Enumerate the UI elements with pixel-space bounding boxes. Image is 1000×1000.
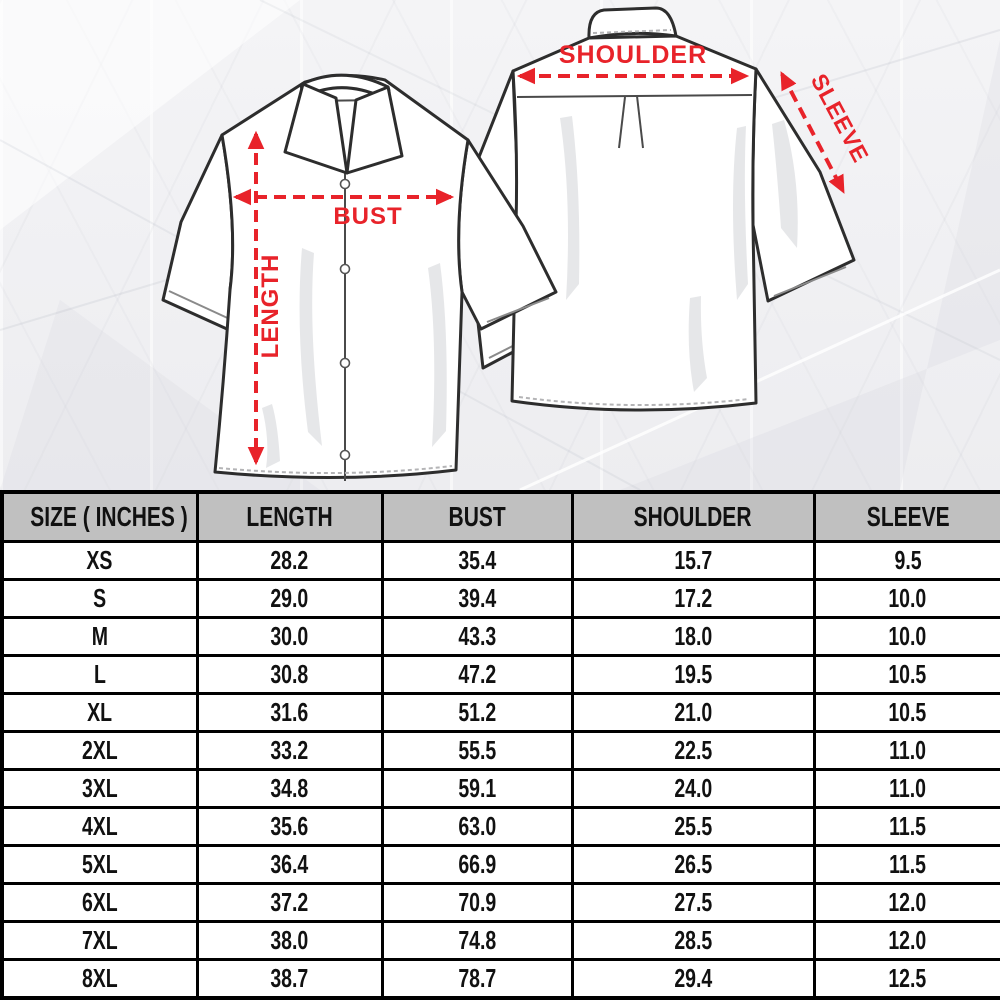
- size-cell: 4XL: [2, 807, 197, 845]
- sleeve-cell: 10.5: [814, 693, 1000, 731]
- size-cell: 2XL: [2, 731, 197, 769]
- size-cell: 3XL: [2, 769, 197, 807]
- size-cell: XL: [2, 693, 197, 731]
- sleeve-cell: 11.5: [814, 845, 1000, 883]
- sleeve-cell: 10.0: [814, 579, 1000, 617]
- length-cell: 28.2: [197, 542, 382, 580]
- length-cell: 33.2: [197, 731, 382, 769]
- length-cell: 36.4: [197, 845, 382, 883]
- shoulder-label: SHOULDER: [558, 41, 708, 69]
- shoulder-cell: 15.7: [572, 542, 814, 580]
- length-cell: 31.6: [197, 693, 382, 731]
- size-cell: L: [2, 655, 197, 693]
- size-cell: 7XL: [2, 921, 197, 959]
- shoulder-cell: 19.5: [572, 655, 814, 693]
- bust-cell: 74.8: [382, 921, 572, 959]
- bust-cell: 47.2: [382, 655, 572, 693]
- shirt-diagram-canvas: [0, 0, 1000, 490]
- sleeve-cell: 11.5: [814, 807, 1000, 845]
- table-row-l: [2, 655, 1000, 693]
- bust-cell: 51.2: [382, 693, 572, 731]
- size-cell: XS: [2, 542, 197, 580]
- length-cell: 35.6: [197, 807, 382, 845]
- shoulder-cell: 28.5: [572, 921, 814, 959]
- table-row-s: [2, 579, 1000, 617]
- size-cell: 5XL: [2, 845, 197, 883]
- shoulder-cell: 17.2: [572, 579, 814, 617]
- length-cell: 30.8: [197, 655, 382, 693]
- header-size: SIZE ( INCHES ): [2, 492, 197, 542]
- bust-cell: 63.0: [382, 807, 572, 845]
- sleeve-cell: 12.0: [814, 883, 1000, 921]
- table-row-3xl: [2, 769, 1000, 807]
- bust-label: BUST: [333, 203, 403, 230]
- button: [341, 451, 350, 460]
- size-cell: 8XL: [2, 959, 197, 998]
- shoulder-cell: 22.5: [572, 731, 814, 769]
- length-cell: 34.8: [197, 769, 382, 807]
- length-label: LENGTH: [257, 253, 284, 359]
- button: [341, 359, 350, 368]
- bust-cell: 78.7: [382, 959, 572, 998]
- sleeve-label: SLEEVE: [805, 69, 875, 168]
- measurement-diagram: [0, 0, 1000, 490]
- button: [341, 180, 350, 189]
- length-cell: 30.0: [197, 617, 382, 655]
- header-shoulder: SHOULDER: [572, 492, 814, 542]
- bust-cell: 43.3: [382, 617, 572, 655]
- length-cell: 37.2: [197, 883, 382, 921]
- bust-cell: 59.1: [382, 769, 572, 807]
- length-cell: 29.0: [197, 579, 382, 617]
- bust-cell: 70.9: [382, 883, 572, 921]
- size-chart-table: [0, 490, 1000, 1000]
- sleeve-cell: 11.0: [814, 731, 1000, 769]
- header-length: LENGTH: [197, 492, 382, 542]
- size-cell: 6XL: [2, 883, 197, 921]
- sleeve-cell: 9.5: [814, 542, 1000, 580]
- bust-cell: 35.4: [382, 542, 572, 580]
- length-cell: 38.7: [197, 959, 382, 998]
- table-row-7xl: [2, 921, 1000, 959]
- table-header-row: [2, 492, 1000, 542]
- table-row-2xl: [2, 731, 1000, 769]
- length-cell: 38.0: [197, 921, 382, 959]
- shoulder-cell: 18.0: [572, 617, 814, 655]
- shoulder-cell: 24.0: [572, 769, 814, 807]
- shoulder-cell: 27.5: [572, 883, 814, 921]
- table-row-4xl: [2, 807, 1000, 845]
- table-row-6xl: [2, 883, 1000, 921]
- sleeve-cell: 11.0: [814, 769, 1000, 807]
- bust-cell: 66.9: [382, 845, 572, 883]
- sleeve-cell: 10.0: [814, 617, 1000, 655]
- bust-cell: 55.5: [382, 731, 572, 769]
- table-row-5xl: [2, 845, 1000, 883]
- header-bust: BUST: [382, 492, 572, 542]
- button: [341, 265, 350, 274]
- table-row-m: [2, 617, 1000, 655]
- sleeve-cell: 12.0: [814, 921, 1000, 959]
- size-cell: M: [2, 617, 197, 655]
- shoulder-cell: 21.0: [572, 693, 814, 731]
- header-sleeve: SLEEVE: [814, 492, 1000, 542]
- size-cell: S: [2, 579, 197, 617]
- table-row-xs: [2, 542, 1000, 580]
- sleeve-cell: 12.5: [814, 959, 1000, 998]
- back-body: [512, 36, 756, 410]
- shoulder-cell: 29.4: [572, 959, 814, 998]
- shoulder-cell: 26.5: [572, 845, 814, 883]
- shoulder-cell: 25.5: [572, 807, 814, 845]
- table-row-xl: [2, 693, 1000, 731]
- sleeve-cell: 10.5: [814, 655, 1000, 693]
- table-row-8xl: [2, 959, 1000, 998]
- bust-cell: 39.4: [382, 579, 572, 617]
